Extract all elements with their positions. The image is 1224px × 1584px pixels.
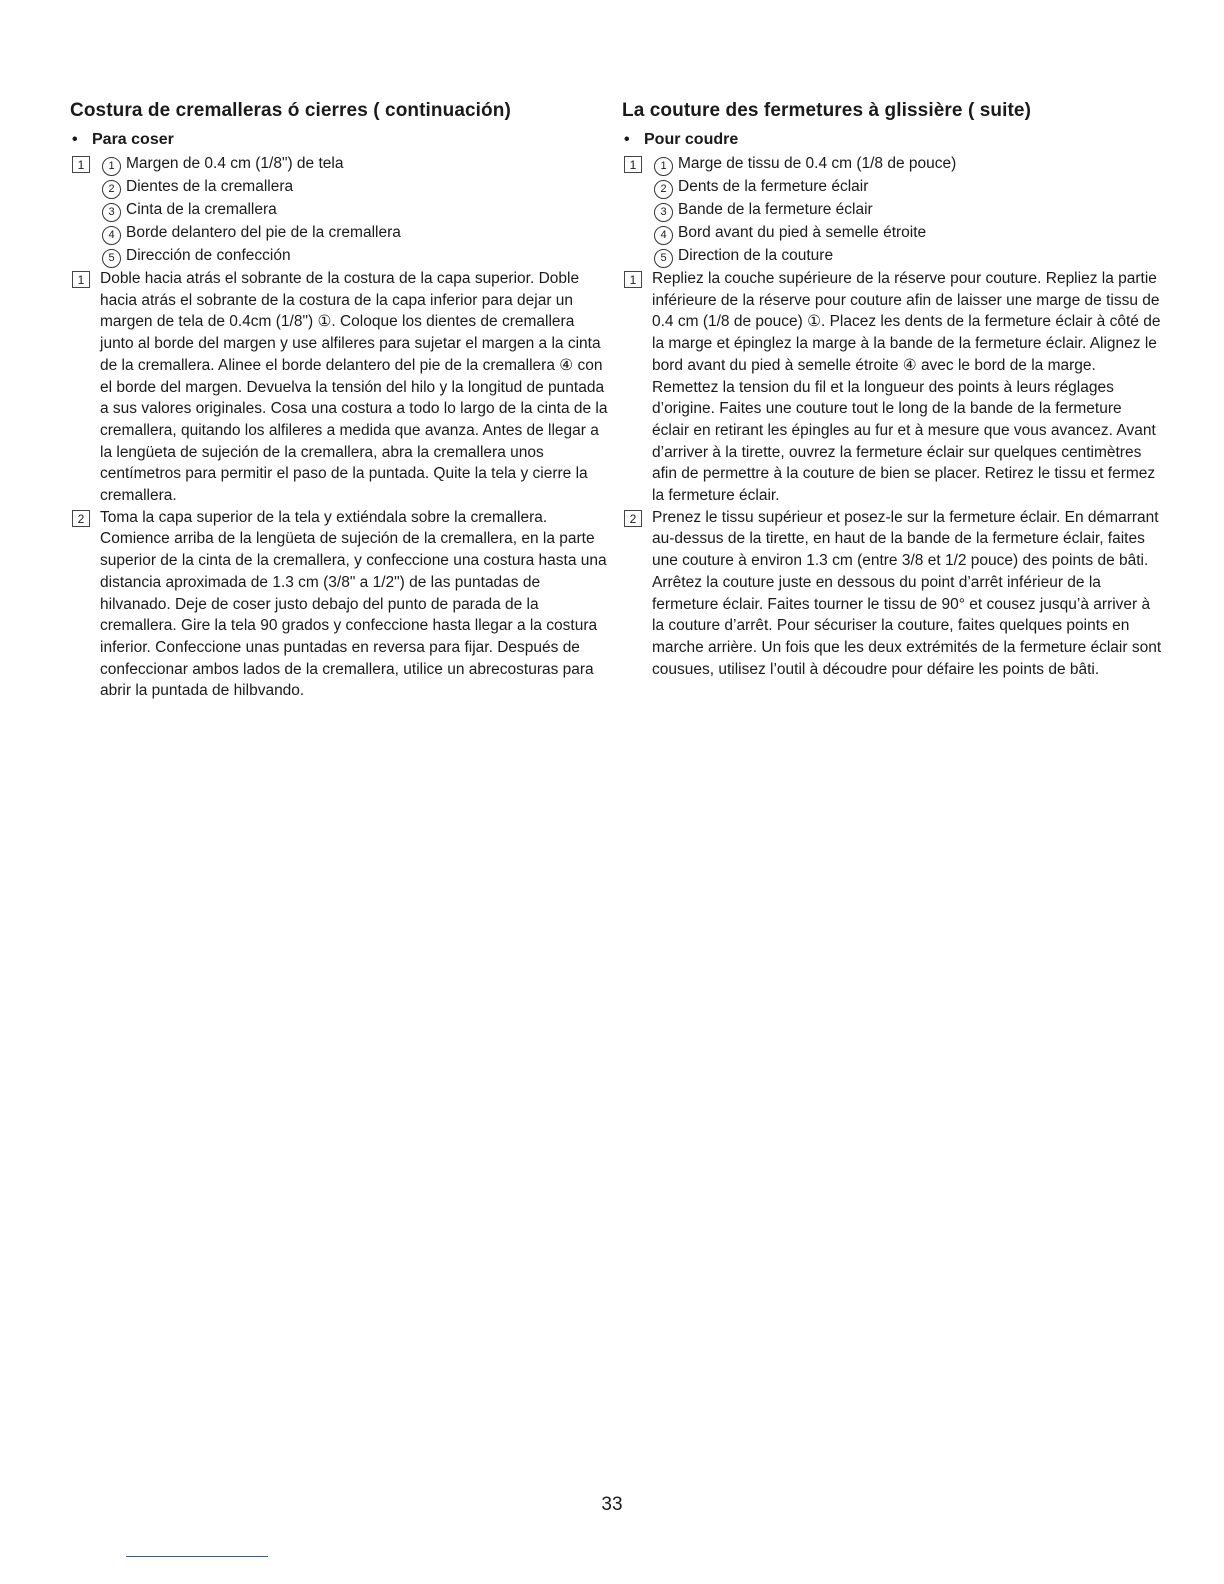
legend-item — [102, 176, 610, 199]
step-number-box: 1 — [624, 271, 642, 288]
legend-list-fr — [654, 153, 1162, 268]
circled-number: 4 — [654, 226, 673, 245]
circled-number: 2 — [102, 180, 121, 199]
subtitle-fr-text: Pour coudre — [644, 131, 739, 148]
page-number: 33 — [601, 1494, 623, 1515]
step-text: Prenez le tissu supérieur et posez-le sur la fermeture éclair. En démarrant au-dessus de la tirette, en haut de la bande de la fermeture éclair, faites une couture à environ 1.3 cm (entre 3/8 et 1/2 pouce) des points de bâti. Arrêtez la couture juste en dessous du point d’arrêt inférieur de la fermeture éclair. Faites tourner le tissu de 90° et cousez jusqu’à arriver à la couture d’arrêt. Pour sécuriser la couture, faites quelques points en marche arrière. Un fois que les deux extrémités de la fermeture éclair sont cousues, utilisez l’outil à découdre pour défaire les points de bâti. — [652, 508, 1162, 678]
figure-box-fr: 1 — [624, 156, 642, 173]
figure-box-es: 1 — [72, 156, 90, 173]
french-column — [622, 100, 1162, 680]
bullet: • — [72, 131, 78, 148]
legend-item-text: Dents de la fermeture éclair — [678, 178, 869, 195]
legend-item — [102, 245, 610, 268]
legend-item — [102, 153, 610, 176]
bullet: • — [624, 131, 630, 148]
legend-item-text: Dientes de la cremallera — [126, 178, 294, 195]
legend-item-text: Bord avant du pied à semelle étroite — [678, 224, 927, 241]
instruction-step — [622, 507, 1162, 681]
steps-fr — [622, 268, 1162, 680]
subtitle-es-text: Para coser — [92, 131, 174, 148]
spanish-column — [70, 100, 610, 702]
legend-item — [102, 199, 610, 222]
legend-item — [654, 153, 1162, 176]
step-text: Toma la capa superior de la tela y extiéndala sobre la cremallera. Comience arriba de la lengüeta de sujeción de la cremallera, en la parte superior de la cinta de la cremallera, y confeccione una costura hasta una distancia aproximada de 1.3 cm (3/8" a 1/2") de las puntadas de hilvanado. Deje de coser justo debajo del punto de parada de la cremallera. Gire la tela 90 grados y confeccione hasta llegar a la costura inferior. Confeccione unas puntadas en reversa para fijar. Después de confeccionar ambos lados de la cremallera, utilice un abrecosturas para abrir la puntada de hilbvando. — [100, 508, 607, 700]
step-text: Repliez la couche supérieure de la réserve pour couture. Repliez la partie inférieure de la réserve pour couture afin de laisser une marge de tissu de 0.4 cm (1/8 de pouce) ①. Placez les dents de la fermeture éclair à côté de la marge et épinglez la marge à la bande de la fermeture éclair. Alignez le bord avant du pied à semelle étroite ④ avec le bord de la marge. Remettez la tension du fil et la longueur des points à leurs réglages d’origine. Faites une couture tout le long de la bande de la fermeture éclair en retirant les épingles au fur et à mesure que vous avancez. Avant d’arriver à la tirette, ouvrez la fermeture éclair sur quelques centimètres afin de permettre à la couture de bien se placer. Retirez le tissu et fermez la fermeture éclair. — [652, 270, 1161, 505]
step-number-box: 1 — [72, 271, 90, 288]
legend-item-text: Bande de la fermeture éclair — [678, 201, 873, 218]
subtitle-es — [72, 131, 610, 149]
step-number-box: 2 — [624, 510, 642, 527]
circled-number: 5 — [102, 249, 121, 268]
steps-es — [70, 268, 610, 702]
section-title-fr: La couture des fermetures à glissière ( suite) — [622, 100, 1032, 121]
legend-item — [654, 222, 1162, 245]
instruction-step — [622, 268, 1162, 507]
legend-item-text: Borde delantero del pie de la cremallera — [126, 224, 401, 241]
instruction-step — [70, 268, 610, 507]
circled-number: 2 — [654, 180, 673, 199]
legend-item — [654, 176, 1162, 199]
circled-number: 4 — [102, 226, 121, 245]
legend-item-text: Marge de tissu de 0.4 cm (1/8 de pouce) — [678, 155, 957, 172]
legend-item — [654, 245, 1162, 268]
step-number-box: 2 — [72, 510, 90, 527]
legend-item-text: Direction de la couture — [678, 247, 834, 264]
legend-item-text: Cinta de la cremallera — [126, 201, 277, 218]
section-title-es: Costura de cremalleras ó cierres ( continuación) — [70, 100, 511, 121]
circled-number: 5 — [654, 249, 673, 268]
circled-number: 3 — [102, 203, 121, 222]
circled-number: 1 — [654, 157, 673, 176]
legend-item-text: Margen de 0.4 cm (1/8") de tela — [126, 155, 344, 172]
legend-fr — [622, 153, 1162, 268]
footer-rule — [126, 1556, 268, 1557]
legend-es — [70, 153, 610, 268]
legend-item — [654, 199, 1162, 222]
instruction-step — [70, 507, 610, 702]
legend-list-es — [102, 153, 610, 268]
step-text: Doble hacia atrás el sobrante de la costura de la capa superior. Doble hacia atrás el sobrante de la costura de la capa inferior para dejar un margen de tela de 0.4cm (1/8") ①. Coloque los dientes de cremallera junto al borde del margen y use alfileres para sujetar el margen a la cinta de la cremallera. Alinee el borde delantero del pie de la cremallera ④ con el borde del margen. Devuelva la tensión del hilo y la longitud de puntada a sus valores originales. Cosa una costura a todo lo largo de la cinta de la cremallera, quitando los alfileres a medida que avanza. Antes de llegar a la lengüeta de sujeción de la cremallera, abra la cremallera unos centímetros para permitir el paso de la puntada. Quite la tela y cierre la cremallera. — [100, 270, 608, 505]
subtitle-fr — [624, 131, 1162, 149]
circled-number: 3 — [654, 203, 673, 222]
legend-item — [102, 222, 610, 245]
legend-item-text: Dirección de confección — [126, 247, 291, 264]
circled-number: 1 — [102, 157, 121, 176]
